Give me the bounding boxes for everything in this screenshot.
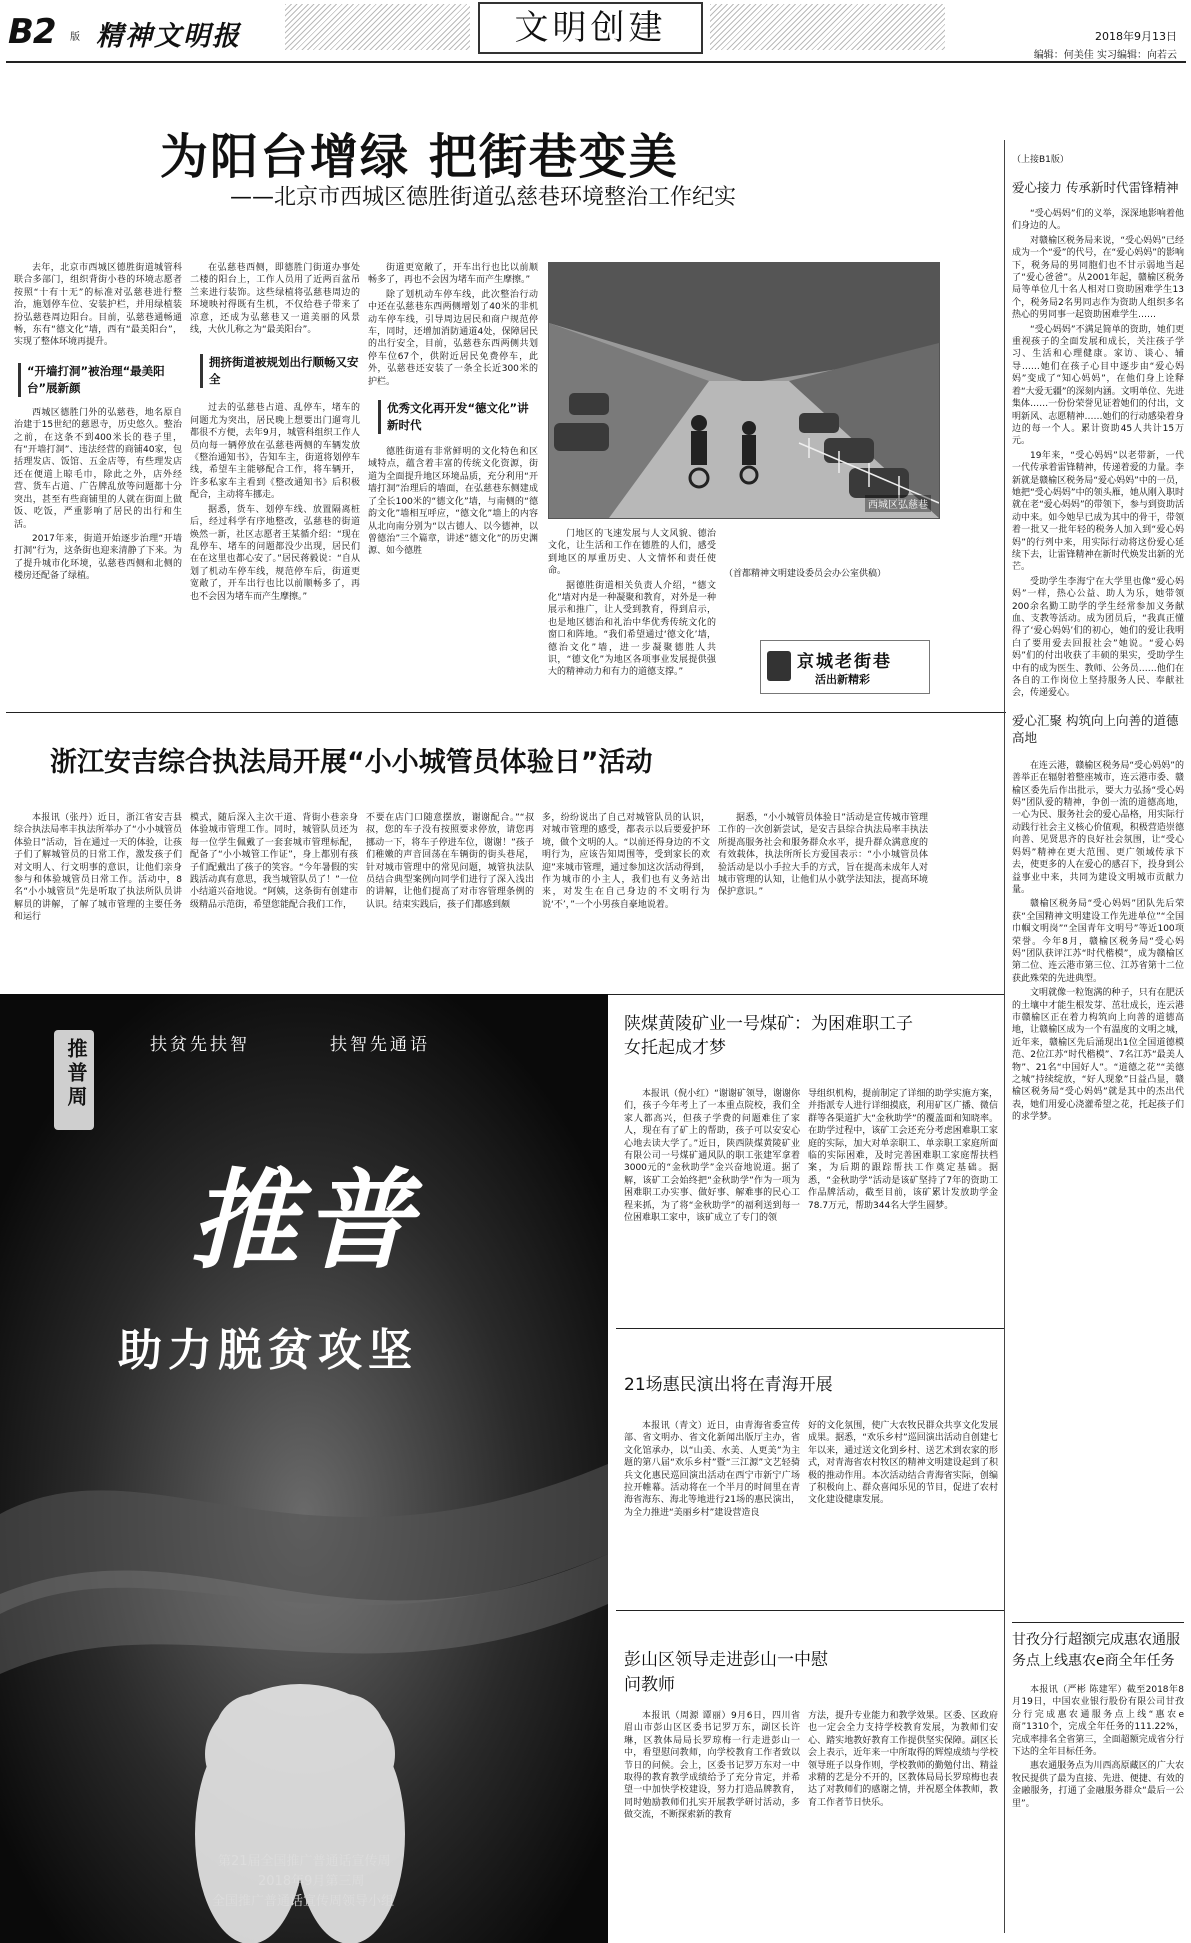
right-para: 本报讯（严彬 陈建军）截至2018年8月19日，中国农业银行股份有限公司甘孜分行完成惠农通服务点上线“惠农e商”1310个，完成全年任务的111.22%，完成率排名全省第三，全面超额完成省分行下达的全年目标任务。 (1012, 1685, 1184, 1758)
paper-name: 精神文明报 (96, 21, 241, 52)
story2-para: 本报讯（张丹）近日，浙江省安吉县综合执法局率丰执法所举办了“小小城管员体验日”活动，旨在通过一天的体验，让孩子们了解城管员的日常工作，激发孩子们对文明人、行文明事的意识，让他们亲身参与和体验城管员日常工作。活动中，8名“小小城管员”先是听取了执法所队员讲解员的讲解，了解了城市管理的主要任务和运行 (14, 813, 182, 923)
street-photo (548, 262, 940, 519)
right-para: 赣榆区税务局“受心妈妈”团队先后荣获“全国精神文明建设工作先进单位”“全国巾帼文明岗”“全国青年文明号”等近100项荣誉。今年8月，赣榆区税务局“受心妈妈”团队获评江苏“时代楷模”，成为赣榆区第二位、连云港市第三位、江苏省第十二位获此殊荣的先进典型。 (1012, 899, 1184, 984)
poster-footer-1: 第21届全国推广普通话宣传周 (218, 1854, 391, 1869)
main-para: 在弘慈巷西侧，即德胜门街道办事处二楼的阳台上，工作人员用了近两百盆吊兰来进行装饰。这些绿植将弘慈巷周边的环境映衬得既有生机，不仅给巷子带来了凉意，还成为弘慈巷又一道美丽的风景线，大伙儿称之为“最美阳台”。 (190, 263, 360, 336)
main-para: 过去的弘慈巷占道、乱停车，堵车的问题尤为突出，居民晚上想要出门遛弯儿都很不方便，去年9月，城管科组织工作人员向每一辆停放在弘慈巷两侧的车辆发放《整治通知书》，告知车主，街道将划停车线，希望车主能够配合工作，将车辆开，许多私家车主看到《整改通知书》后积极配合，主动将车挪走。 (190, 403, 360, 501)
poster-badge (54, 1030, 94, 1130)
poster-big-title: 推普 (190, 1158, 419, 1284)
masthead-hatch-right (710, 4, 945, 50)
page-number: B2 (8, 12, 56, 52)
poster-slogan-1: 扶贫先扶智 (150, 1035, 250, 1055)
story5-col-1 (624, 1710, 800, 1935)
right-column-bottom (1012, 1630, 1184, 1935)
story3-bottom-rule (616, 1328, 1004, 1329)
brand-emblem-icon (767, 651, 791, 681)
story4-bottom-rule (616, 1610, 1004, 1611)
poster-badge-text: 推普周 (64, 1038, 88, 1110)
main-para: 据德胜街道相关负责人介绍，“德文化”墙对内是一种凝聚和教育，对外是一种展示和推广，让人受到教育，得到启示，也是地区德治和礼治中华优秀传统文化的窗口和阵地。“我们希望通过‘德文化’墙，德治文化”墙，进一步凝聚德胜人共识，“德文化”为地区各项事业发展提供强大的精神动力和有力的道德支撑。” (548, 580, 716, 678)
main-col-3 (368, 262, 538, 704)
street-photo-art (549, 263, 939, 518)
right-para: 19年来，“受心妈妈”以老带新，一代一代传承着雷锋精神，传递着爱的力量。李新就是赣榆区税务局“爱心妈妈”中的一员，她把“受心妈妈”中的领头雁，她从刚入职时就在老“爱心妈妈”的带领下，参与到资助活动中来。如今她早已成为其中的骨干，带领着一批又一批年轻的税务人加入到“爱心妈妈”的行列中来，用实际行动将这份爱心延续下去，让雷锋精神在新时代焕发出新的光芒。 (1012, 450, 1184, 573)
subhead-text: 优秀文化再开发“德文化”讲新时代 (387, 401, 529, 433)
subhead-text: “开墙打洞”被治理“最美阳台”展新颜 (27, 363, 165, 395)
right-para: 在连云港，赣榆区税务局“受心妈妈”的善举正在辐射着整座城市，连云港市委、赣榆区委先后作出批示，要大力弘扬“受心妈妈”团队爱的精神，争创一流的道德高地，一心为民、服务社会的爱心品格，用实际行动践行社会主义核心价值观，积极营造崇德向善、见贤思齐的良好社会氛围，让“受心妈妈”精神在更大范围、更广领域传承下去，使更多的人在爱心的感召下，投身到公益事业中来，共同为建设文明城市贡献力量。 (1012, 760, 1184, 895)
right-column-divider (1004, 140, 1005, 1933)
story4-col-1 (624, 1420, 800, 1600)
main-para: 除了划机动车停车线，此次整治行动中还在弘慈巷东西两侧增划了40米的非机动车停车线，引导周边居民和商户规范停车，同时，还增加消防通道4处，保障居民的出行安全，目前，弘慈巷东西两侧共划停车位67个，供附近居民免费停车，此外，弘慈巷还安装了一条全长近300米的护栏。 (368, 289, 538, 387)
story5-para: 本报讯（周源 谭丽）9月6日，四川省眉山市彭山区区委书记罗万东，副区长许琳，区教体局局长罗琼梅一行走进彭山一中，看望慰问教师，向学校教育工作者致以节日的问候。会上，区委书记罗万东对一中取得的教育教学成绩给予了充分肯定，并希望一中加快学校建设，努力打造品牌教育，同时勉励教师们扎实开展教学研讨活动，多做交流，不断探索新的教育 (624, 1711, 800, 1821)
story3-para: 本报讯（倪小红）“谢谢矿领导，谢谢你们，孩子今年考上了一本重点院校，我们全家人都高兴，但孩子学费的问题难住了家人，现在有了矿上的帮助，孩子可以安安心心地去读大学了。”近日，陕西陕煤黄陵矿业有限公司一号煤矿通风队的职工张建军拿着3000元的“金秋助学”金兴奋地说道。据了解，该矿工会始终把“金秋助学”作为一项为困难职工办实事、做好事、解难事的民心工程来抓，为了将“金秋助学”的福利送到每一位困难职工家中，该矿成立了专门的领 (624, 1089, 800, 1224)
main-para: 去年，北京市西城区德胜街道城管科联合多部门，组织背街小巷的环境志愿者按照“十有十无”的标准对弘慈巷进行整治，施划停车位、安装护栏，并用绿植装扮弘慈巷周边阳台。目前，弘慈巷通畅通畅，东有“德文化”墙，西有“最美阳台”，实现了整体环境再提升。 (14, 263, 182, 348)
story2-col-3 (366, 812, 534, 992)
story5-para: 方法，提升专业能力和教学效果。区委、区政府也一定会全力支持学校教育发展，为教师们安心、踏实地教好教育工作提供坚实保障。副区长会上表示，近年来一中所取得的辉煌成绩与学校领导班子以身作则，学校教师的勤勉付出、精益求精的艺是分不开的，区教体局局长罗琼梅也表达了对教师们的感谢之情，并祝愿全体教师，教育工作者节日快乐。 (808, 1711, 998, 1808)
issue-date: 2018年9月13日 (1095, 30, 1177, 43)
right-prev-note: （上接B1版） (1012, 155, 1069, 165)
story4-headline: 21场惠民演出将在青海开展 (624, 1375, 833, 1395)
main-headline: 为阳台增绿 把街巷变美 (160, 129, 679, 185)
right-para: 文明就像一粒饱满的种子，只有在肥沃的土壤中才能生根发芽、茁壮成长，连云港市赣榆区正在着力构筑向上向善的道德高地，让赣榆区成为一个有温度的文明之城，近年来，赣榆区先后涌现出1位全国道德模范、2位江苏“时代楷模”、7名江苏“最美人物”、21名“中国好人”。“道德之花”“美德之城”持续绽放，“好人现象”日益凸显，赣榆区税务局“受心妈妈”就是其中的杰出代表，她们用爱心浇灌希望之花，托起孩子们的求学梦。 (1012, 988, 1184, 1123)
story2-headline: 浙江安吉综合执法局开展“小小城管员体验日”活动 (50, 747, 653, 778)
story2-para: 模式，随后深入主次干道、背街小巷亲身体验城市管理工作。同时，城管队员还为每一位学生佩戴了一套套城市管理标配，配备了“小小城管工作证”，身上都别有孩子们配戴出了孩子的笑容。“今年暑假的实践活动真有意思，我当城管队员了！”一位小结道兴奋地说。“阿姨，这条街有创建市级精品示范街，希望您能配合我们工作， (190, 813, 358, 910)
story2-bottom-rule (608, 994, 1004, 995)
subhead-text: 拥挤街道被规划出行顺畅又安全 (209, 355, 359, 387)
right-para: 惠农通服务点为川西高原藏区的广大农牧民提供了最为直接、先进、便捷、有效的金融服务，打通了金融服务群众“最后一公里”。 (1012, 1761, 1184, 1809)
right-title-3: 甘孜分行超额完成惠农通服务点上线惠农e商全年任务 (1012, 1632, 1180, 1669)
main-para: 据悉，货车、划停车线、放置隔离桩后，经过科学有序地整改，弘慈巷的街道焕然一新，社区志愿者王某循介绍：“现在乱停车、堵车的问题都没少出现，居民们在在这里也都心安了。”居民蒋毅说：“自从划了机动车停车线，规范停车后，街道更宽敞了，开车出行也比以前顺畅多了，再也不会因为堵车而产生摩擦。” (190, 504, 360, 602)
story3-col-2 (808, 1088, 998, 1318)
main-subheadline: ——北京市西城区德胜街道弘慈巷环境整治工作纪实 (230, 185, 737, 210)
masthead-hatch (285, 4, 470, 50)
right-title-2: 爱心汇聚 构筑向上向善的道德高地 (1012, 712, 1179, 745)
poster-footer-2: 2018年9月第三周 (258, 1874, 365, 1889)
story2-para: 多，纷纷说出了自己对城管队员的认识，对城市管理的感受，都表示以后要爱护环境，做个文明的人。“以前还得身边的不文明行为，应该告知周围等，受到家长的欢迎”来城市管理，通过参加这次活动得到，作为城市的小主人，我们也有义务站出来，对发生在自己身边的不文明行为说‘不’，”一个小男孩自豪地说着。 (542, 813, 710, 910)
story2-col-1 (14, 812, 182, 992)
main-para: 2017年来，街道开始逐步治理“开墙打洞”行为，这条街也迎来清静了下来。为了提升城市化环境，弘慈巷西侧和北侧的楼房还配备了绿植。 (14, 533, 182, 582)
main-credit: （首都精神文明建设委员会办公室供稿） (724, 569, 887, 579)
story3-col-1 (624, 1088, 800, 1318)
right-para: 对赣榆区税务局来说，“受心妈妈”已经成为一个“爱”的代号，在“爱心妈妈”的影响下，税务局的男同胞们也不甘示弱地当起了“爱心爸爸”。从2001年起，赣榆区税务局等单位几十名人相对口资助困难学生13个，税务局2名男同志作为资助人组织多名热心的男同事一起资助困难学生…… (1012, 235, 1184, 321)
story2-col-2 (190, 812, 358, 992)
story5-headline: 彭山区领导走进彭山一中慰问教师 (624, 1650, 828, 1695)
photo-caption: 西城区弘慈巷 (865, 495, 931, 512)
story5-col-2 (808, 1710, 998, 1935)
masthead-rule (6, 61, 1186, 63)
main-col-1 (14, 262, 182, 704)
right-para: “受心妈妈”不满足简单的资助，她们更重视孩子的全面发展和成长，关注孩子学习、生活和心理健康。家访、谈心、辅导……她们在孩子心目中逐步由“爱心妈妈”变成了“知心妈妈”，在他们身上诠释着“大爱无疆”的深刻内涵。文明单位、先进集体……一份份荣誉见证着她们的付出，文明新风、志愿精神……她们的行动感染着身边的每一个人。累计资助45人共计15万元。 (1012, 324, 1184, 447)
main-bottom-rule (6, 712, 1006, 713)
section-box (478, 2, 703, 54)
main-para: 西城区德胜门外的弘慈巷，地名原自治建于15世纪的慈恩寺，历史悠久。整治之前，在这条不到400米长的巷子里，有“开墙打洞”、违法经营的商铺40家，包括理发店、饭馆、五金店等，有些理发店还在便道上晾毛巾，除此之外，店外经营、货车占道、广告牌乱放等问题都十分突出，甚至有些商铺里的人就在街面上做饭、吃饭，严重影响了居民的出行和生活。 (14, 407, 182, 530)
subhead-balcony (18, 363, 182, 397)
right-para: “受心妈妈”们的义举，深深地影响着他们身边的人。 (1012, 209, 1184, 232)
main-col-2 (190, 262, 360, 704)
right-title-1: 爱心接力 传承新时代雷锋精神 (1012, 180, 1179, 195)
column-brand: 京城老街巷 (797, 652, 892, 672)
story3-para: 导组织机构，提前制定了详细的助学实施方案，并指派专人进行详细摸底，利用矿区广播、微信群等各渠道扩大“金秋助学”的覆盖面和知晓率。在助学过程中，该矿工会还充分考虑困难职工家庭的实际，加大对单亲职工、单亲职工家庭所面临的实际困难，及时完善困难职工家庭帮扶档案，为后期的跟踪帮扶工作奠定基础。据悉，“金秋助学”活动是该矿坚持了7年的资助工作品牌活动，截至目前，该矿累计发放助学金78.7万元，帮助344名大学生圆梦。 (808, 1089, 998, 1211)
page-unit: 版 (70, 32, 80, 43)
main-para: 街道更宽敞了，开车出行也比以前顺畅多了，再也不会因为堵车而产生摩擦。” (368, 263, 538, 286)
story2-col-5 (718, 812, 928, 992)
story3-headline: 陕煤黄陵矿业一号煤矿：为困难职工子女托起成才梦 (624, 1014, 913, 1058)
column-brand-box (760, 640, 930, 694)
section-title: 文明创建 (514, 8, 667, 48)
poster-footer-3: 全国推广普通话宣传周领导小组 (212, 1894, 395, 1909)
masthead (0, 0, 1191, 60)
poster-main-line: 助力脱贫攻坚 (118, 1325, 418, 1376)
story4-para: 好的文化氛围，使广大农牧民群众共享文化发展成果。据悉，“欢乐乡村”巡回演出活动自创建七年以来，通过送文化到乡村、送艺术到农家的形式，对青海省农村牧区的精神文明建设起到了积极的推动作用。本次活动结合青海省实际，创编了积极向上、群众喜闻乐见的节目，促进了农村文化建设健康发展。 (808, 1421, 998, 1506)
story2-col-4 (542, 812, 710, 992)
story4-para: 本报讯（青文）近日，由青海省委宣传部、省文明办、省文化新闻出版厅主办，省文化馆承办，以“山美、水美、人更美”为主题的第八届“欢乐乡村”暨“三江源”文艺轻骑兵文化惠民巡回演出活动在西宁市新宁广场拉开帷幕。活动将在一个半月的时间里在青海省海东、海北等地进行21场的惠民演出，为全力推进“美丽乡村”建设营造良 (624, 1421, 800, 1518)
right-column-rule (1012, 1622, 1184, 1623)
column-brand-sub: 活出新精彩 (815, 673, 870, 686)
story4-col-2 (808, 1420, 998, 1600)
main-para: 德胜街道有非常鲜明的文化特色和区域特点，蕴含着丰富的传统文化资源，街道为全面提升地区环境品质，充分利用“开墙打洞”治理后的墙面，在弘慈巷东侧建成了全长100米的“德文化”墙，与南侧的“德韵文化”墙相互呼应，“德文化”墙上的内容从北向南分别为“以古德人、以今德神，以曾德治”三个篇章，讲述“德文化”的历史渊源、如今德胜 (368, 447, 538, 557)
poster-slogan-2: 扶智先通语 (330, 1035, 430, 1055)
main-col-5 (724, 528, 938, 628)
story2-para: 据悉，“小小城管员体验日”活动是宣传城市管理工作的一次创新尝试，是安吉县综合执法局率丰执法所提高服务社会和服务群众水平，提升群众满意度的有效载体，执法所所长方爱国表示：“小小城管员体验活动是以小手拉大手的方式，旨在提高未成年人对城市管理的认知，让他们从小就学法知法，提高环境保护意识。” (718, 813, 928, 898)
main-para: 门地区的飞速发展与人文风貌、德治文化，让生活和工作在德胜的人们，感受到地区的厚重历史、人文情怀和责任使命。 (548, 529, 716, 577)
editors: 编辑：何美佳 实习编辑：向若云 (1033, 50, 1177, 61)
story2-para: 不要在店门口随意摆放，谢谢配合。”“叔叔，您的车子没有按照要求停放，请您再挪动一下，将车子停进车位，谢谢！”孩子们稚嫩的声音回荡在车辆街的街头巷尾，针对城市管理中的常见问题，城管执法队员结合典型案例向同学们进行了深入浅出的讲解，让他们提高了对市容管理条例的认识。结束实践后，孩子们都感到颇 (366, 813, 534, 910)
subhead-traffic (200, 354, 360, 388)
subhead-culture (378, 400, 538, 434)
right-para: 受助学生李海宁在大学里也像“爱心妈妈”一样，热心公益、助人为乐，她带领200余名勤工助学的学生经常参加义务献血、支教等活动。成为团员后，“我真正懂得了‘爱心妈妈’们的初心，她们的爱让我明白了要用爱去回报社会”她说。“爱心妈妈”们的付出收获了丰硕的果实，受助学生中有的成为医生、教师、公务员……他们在各自的工作岗位上坚持服务人民、奉献社会，传递爱心。 (1012, 576, 1184, 699)
poster (0, 994, 608, 1943)
main-col-4 (548, 528, 716, 704)
